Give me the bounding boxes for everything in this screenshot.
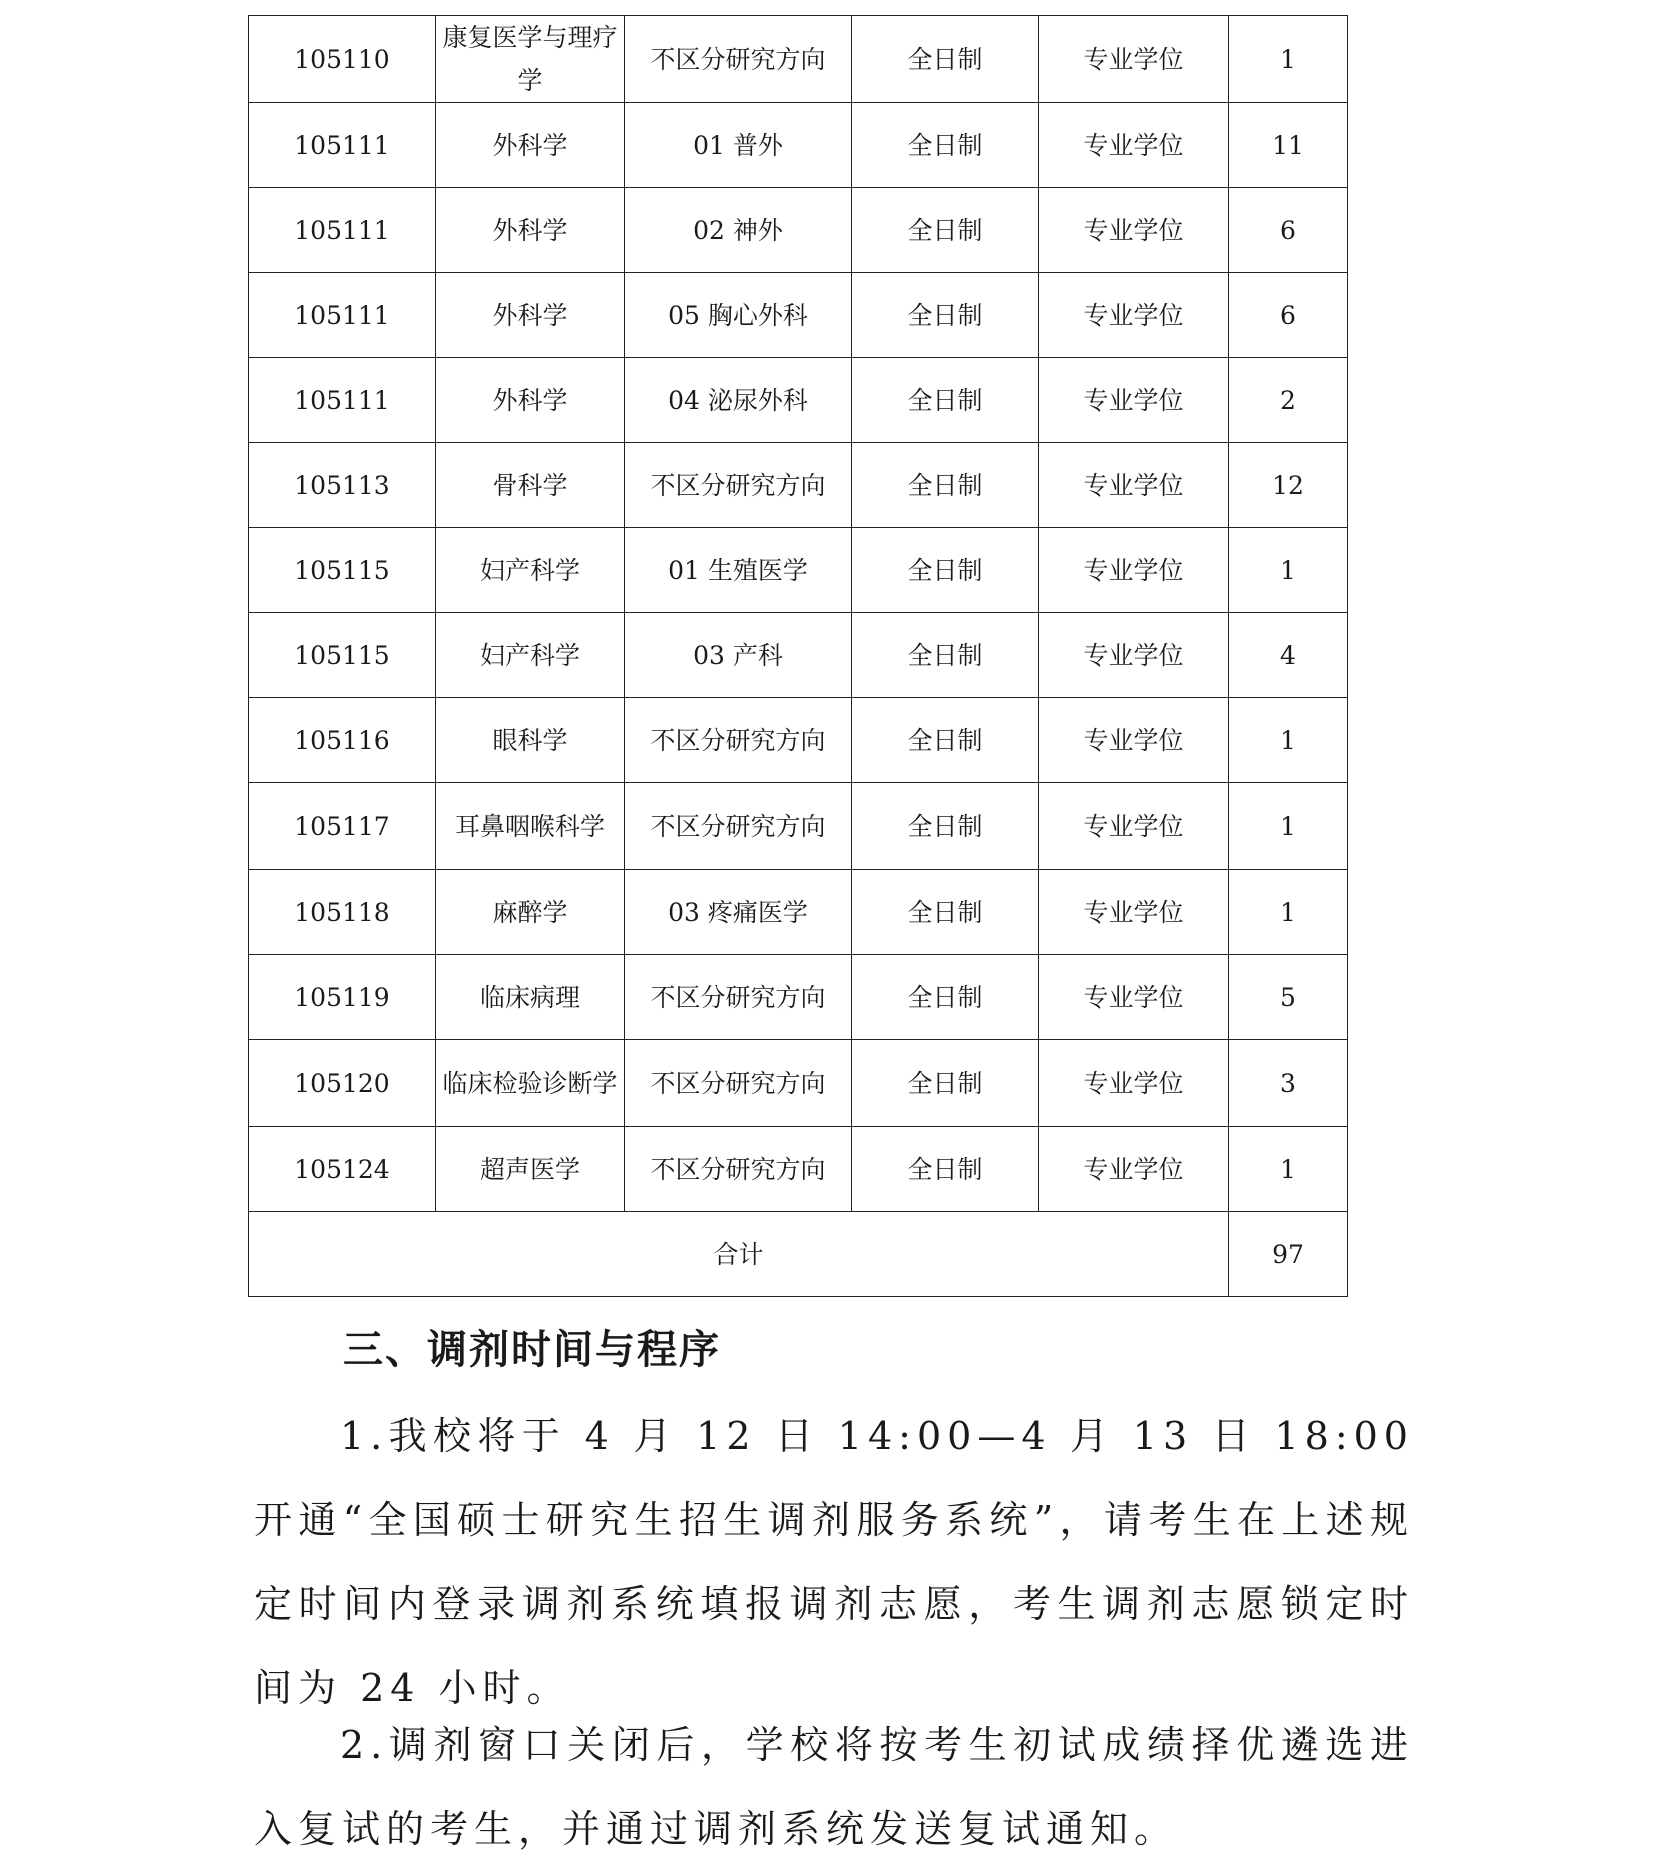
research-direction-cell: 不区分研究方向 — [625, 16, 852, 103]
major-name-cell: 骨科学 — [436, 443, 625, 528]
degree-type-cell: 专业学位 — [1039, 528, 1229, 613]
quota-count-cell: 3 — [1229, 1040, 1348, 1127]
degree-type-cell: 专业学位 — [1039, 870, 1229, 955]
major-name-cell: 眼科学 — [436, 698, 625, 783]
program-code-cell: 105111 — [249, 273, 436, 358]
major-name-cell: 超声医学 — [436, 1127, 625, 1212]
table-row — [249, 273, 1348, 358]
quota-count-cell: 1 — [1229, 783, 1348, 870]
program-code-cell: 105111 — [249, 358, 436, 443]
degree-type-cell: 专业学位 — [1039, 358, 1229, 443]
quota-count-cell: 1 — [1229, 1127, 1348, 1212]
degree-type-cell: 专业学位 — [1039, 783, 1229, 870]
table-row — [249, 698, 1348, 783]
research-direction-cell: 01 普外 — [625, 103, 852, 188]
research-direction-cell: 05 胸心外科 — [625, 273, 852, 358]
study-mode-cell: 全日制 — [852, 188, 1039, 273]
section-heading: 三、调剂时间与程序 — [343, 1327, 721, 1373]
table-row — [249, 443, 1348, 528]
major-name-cell: 妇产科学 — [436, 528, 625, 613]
degree-type-cell: 专业学位 — [1039, 16, 1229, 103]
program-code-cell: 105110 — [249, 16, 436, 103]
table-row — [249, 955, 1348, 1040]
study-mode-cell: 全日制 — [852, 273, 1039, 358]
quota-count-cell: 4 — [1229, 613, 1348, 698]
study-mode-cell: 全日制 — [852, 870, 1039, 955]
major-name-cell: 外科学 — [436, 103, 625, 188]
study-mode-cell: 全日制 — [852, 443, 1039, 528]
program-code-cell: 105124 — [249, 1127, 436, 1212]
research-direction-cell: 03 疼痛医学 — [625, 870, 852, 955]
quota-count-cell: 6 — [1229, 188, 1348, 273]
program-code-cell: 105115 — [249, 613, 436, 698]
program-code-cell: 105111 — [249, 103, 436, 188]
research-direction-cell: 不区分研究方向 — [625, 698, 852, 783]
major-name-cell: 耳鼻咽喉科学 — [436, 783, 625, 870]
program-code-cell: 105115 — [249, 528, 436, 613]
degree-type-cell: 专业学位 — [1039, 613, 1229, 698]
table-total-row — [249, 1212, 1348, 1297]
program-code-cell: 105111 — [249, 188, 436, 273]
table-row — [249, 870, 1348, 955]
major-name-cell: 康复医学与理疗学 — [436, 16, 625, 103]
degree-type-cell: 专业学位 — [1039, 698, 1229, 783]
research-direction-cell: 04 泌尿外科 — [625, 358, 852, 443]
table-row — [249, 1040, 1348, 1127]
table-row — [249, 188, 1348, 273]
quota-count-cell: 5 — [1229, 955, 1348, 1040]
degree-type-cell: 专业学位 — [1039, 1040, 1229, 1127]
degree-type-cell: 专业学位 — [1039, 273, 1229, 358]
study-mode-cell: 全日制 — [852, 698, 1039, 783]
program-code-cell: 105119 — [249, 955, 436, 1040]
major-name-cell: 临床检验诊断学 — [436, 1040, 625, 1127]
program-code-cell: 105120 — [249, 1040, 436, 1127]
research-direction-cell: 不区分研究方向 — [625, 955, 852, 1040]
study-mode-cell: 全日制 — [852, 783, 1039, 870]
study-mode-cell: 全日制 — [852, 358, 1039, 443]
research-direction-cell: 03 产科 — [625, 613, 852, 698]
program-code-cell: 105118 — [249, 870, 436, 955]
study-mode-cell: 全日制 — [852, 16, 1039, 103]
study-mode-cell: 全日制 — [852, 528, 1039, 613]
table-row — [249, 1127, 1348, 1212]
study-mode-cell: 全日制 — [852, 103, 1039, 188]
quota-count-cell: 11 — [1229, 103, 1348, 188]
major-name-cell: 临床病理 — [436, 955, 625, 1040]
quota-count-cell: 1 — [1229, 698, 1348, 783]
study-mode-cell: 全日制 — [852, 613, 1039, 698]
quota-count-cell: 2 — [1229, 358, 1348, 443]
total-count-cell: 97 — [1229, 1212, 1348, 1297]
degree-type-cell: 专业学位 — [1039, 188, 1229, 273]
table-row — [249, 783, 1348, 870]
admission-quota-table — [248, 15, 1348, 1297]
procedure-paragraph-2: 2.调剂窗口关闭后，学校将按考生初试成绩择优遴选进入复试的考生，并通过调剂系统发送复试通知。 — [254, 1723, 1414, 1851]
table-row — [249, 16, 1348, 103]
quota-count-cell: 6 — [1229, 273, 1348, 358]
table-row — [249, 358, 1348, 443]
table-row — [249, 613, 1348, 698]
quota-count-cell: 1 — [1229, 870, 1348, 955]
research-direction-cell: 不区分研究方向 — [625, 783, 852, 870]
study-mode-cell: 全日制 — [852, 1127, 1039, 1212]
program-code-cell: 105113 — [249, 443, 436, 528]
study-mode-cell: 全日制 — [852, 955, 1039, 1040]
quota-count-cell: 12 — [1229, 443, 1348, 528]
quota-count-cell: 1 — [1229, 16, 1348, 103]
degree-type-cell: 专业学位 — [1039, 955, 1229, 1040]
research-direction-cell: 不区分研究方向 — [625, 1040, 852, 1127]
degree-type-cell: 专业学位 — [1039, 443, 1229, 528]
research-direction-cell: 02 神外 — [625, 188, 852, 273]
research-direction-cell: 不区分研究方向 — [625, 1127, 852, 1212]
major-name-cell: 麻醉学 — [436, 870, 625, 955]
program-code-cell: 105116 — [249, 698, 436, 783]
program-code-cell: 105117 — [249, 783, 436, 870]
table-row — [249, 103, 1348, 188]
degree-type-cell: 专业学位 — [1039, 1127, 1229, 1212]
procedure-paragraph-1: 1.我校将于 4 月 12 日 14:00—4 月 13 日 18:00 开通“全国硕士研究生招生调剂服务系统”，请考生在上述规定时间内登录调剂系统填报调剂志愿，考生调剂志愿锁定时间为 24 小时。 — [254, 1414, 1414, 1710]
study-mode-cell: 全日制 — [852, 1040, 1039, 1127]
major-name-cell: 外科学 — [436, 358, 625, 443]
total-label-cell: 合计 — [249, 1212, 1229, 1297]
major-name-cell: 外科学 — [436, 188, 625, 273]
research-direction-cell: 不区分研究方向 — [625, 443, 852, 528]
major-name-cell: 外科学 — [436, 273, 625, 358]
quota-count-cell: 1 — [1229, 528, 1348, 613]
degree-type-cell: 专业学位 — [1039, 103, 1229, 188]
major-name-cell: 妇产科学 — [436, 613, 625, 698]
table-row — [249, 528, 1348, 613]
research-direction-cell: 01 生殖医学 — [625, 528, 852, 613]
